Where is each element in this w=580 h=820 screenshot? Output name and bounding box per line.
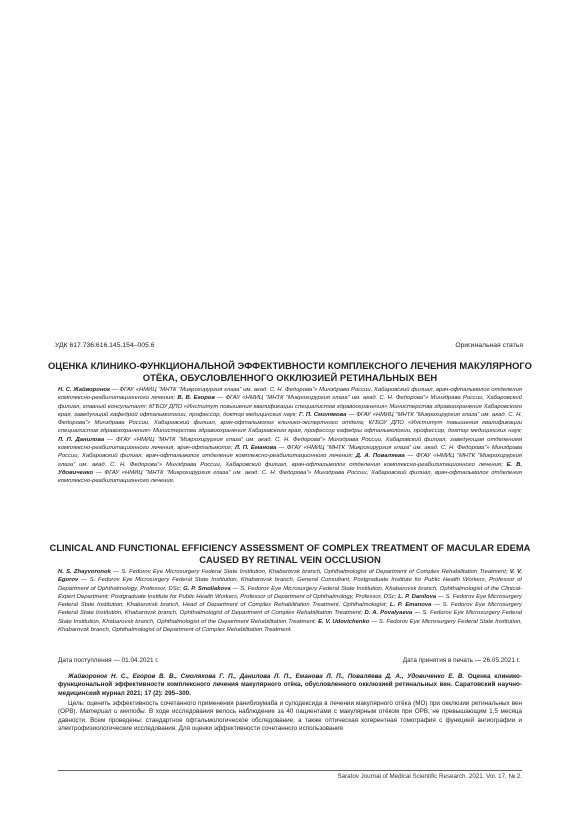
author-name: L. P. Danilova — [398, 593, 437, 600]
author-name: Л. П. Еманова — [234, 445, 277, 452]
author-affiliation: — S. Fedorov Eye Microsurgery Federal State Institution, Khabarovsk branch, General Consultant, Postgraduate Institute for Public Health Workers, Professor of Department of Ophthalmology, Professor, DSc; — [58, 577, 522, 592]
author-affiliation: — ФГАУ «НМИЦ “МНТК “Микрохирургия глаза” им. акад. С. Н. Федорова”» Минздрава России, Хабаровский филиал, врач-офтальмолог отделения комплексно-реабилитационного лечения; — [58, 387, 522, 402]
author-name: Л. П. Данилова — [58, 436, 105, 443]
article-type: Оригинальная статья — [455, 342, 523, 349]
authors-english — [58, 568, 522, 642]
received-date: Дата поступления — 01.04.2021 г. — [58, 657, 159, 664]
author-name: Е. В. Удовиченко — [58, 461, 522, 476]
abstract-aim-text: оценить эффективность сочетанного применения ранибизумаба и сулодексида в лечении макулярного отёка (МО) при окклюзии ретинальных вен (ОРВ). — [58, 700, 522, 716]
footer-divider — [58, 770, 522, 771]
author-name: L. P. Emanova — [389, 602, 432, 609]
citation-authors: Жайворонок Н. С., Егоров В. В., Смолякова Г. П., Данилова Л. П., Еманова Л. П., Поваляева Д. А., Удовиченко Е. В. — [68, 673, 465, 680]
dates-row — [58, 657, 520, 664]
author-affiliation: — ФГАУ «НМИЦ “МНТК “Микрохирургия глаза” им. акад. С. Н. Федорова”» Минздрава России, Хабаровский филиал, врач-офтальмолог отделения комплексно-реабилитационного лечения; — [58, 445, 522, 460]
author-name: V. V. Egorov — [58, 569, 522, 584]
citation-text: Оценка клинико-функциональной эффективности комплексного лечения макулярного отёка, обусловленного окклюзией ретинальных вен. Саратовский научно-медицинский журнал 2021; 17 (2): 295–300. — [58, 673, 522, 697]
author-affiliation: — ФГАУ «НМИЦ “МНТК “Микрохирургия глаза” им. акад. С. Н. Федорова”» Минздрава России, Хабаровский филиал, врач-офтальмолог отделения комплексно-реабилитационного лечения. — [58, 469, 522, 485]
title-russian: ОЦЕНКА КЛИНИКО-ФУНКЦИОНАЛЬНОЙ ЭФФЕКТИВНОСТИ КОМПЛЕКСНОГО ЛЕЧЕНИЯ МАКУЛЯРНОГО ОТЁКА, ОБУСЛОВЛЕННОГО ОККЛЮЗИЕЙ РЕТИНАЛЬНЫХ ВЕН — [47, 360, 533, 383]
author-name: Н. С. Жайворонок — [58, 387, 110, 393]
citation — [58, 673, 522, 698]
author-name: D. A. Povalyaeva — [364, 610, 413, 617]
author-affiliation: — ФГАУ «НМИЦ “МНТК “Микрохирургия глаза” им. акад. С. Н. Федорова”» Минздрава России, Хабаровский филиал, врач-офтальмолог отделения комплексно-реабилитационного лечения; — [58, 453, 522, 468]
author-name: G. P. Smoliakova — [183, 585, 231, 592]
authors-russian — [58, 386, 522, 539]
author-affiliation: — ФГАУ «НМИЦ “МНТК “Микрохирургия глаза” им. акад. С. Н. Федорова”» Минздрава России, Хабаровский филиал, заведующая отделением комплексно-реабилитационного лечения, врач-офтальмолог; — [58, 436, 522, 452]
abstract-methods-text: В ходе исследования велось наблюдение за 40 пациентами с макулярным отёком при ОРВ, не превышающим 1,5 месяца давности. Всем проведены: стандартное офтальмологическое обследование, а также оптическая когерентная томография с функцией ангиографии и электрофизиологические исследования. Для оценки эффективности сочетанного использования — [58, 708, 522, 733]
author-affiliation: — S. Fedorov Eye Microsurgery Federal State Institution, Khabarovsk branch, Ophthalmologist of Department of Complex Rehabilitation Treatment. — [58, 618, 522, 634]
accepted-date: Дата принятия в печать — 26.05.2021 г. — [402, 657, 520, 664]
abstract-aim-label: Цель: — [68, 700, 85, 707]
author-affiliation: — ФГАУ «НМИЦ “МНТК “Микрохирургия глаза” им. акад. С. Н. Федорова”» Минздрава России, Хабаровский филиал, главный консультант; КГБОУ ДПО «Институт повышения квалификации специалистов здравоохранения» Министерства здравоохранения Хабаровского края, заведующий кафедрой офтальмологии, профессор, доктор медицинских наук; — [58, 395, 522, 418]
header-row — [55, 342, 523, 354]
author-affiliation: — ФГАУ «НМИЦ “МНТК “Микрохирургия глаза” им. акад. С. Н. Федорова”» Минздрава России, Хабаровский филиал, врач-офтальмолог клинико-экспертного отдела; КГБОУ ДПО «Институт повышения квалификации специалистов здравоохранения» Министерства здравоохранения Хабаровского края, профессор кафедры офтальмологии, профессор, доктор медицинских наук; — [58, 411, 522, 435]
udc-code: УДК 617.736:616.145.154–005.6 — [55, 342, 155, 349]
author-name: E. V. Udovichenko — [318, 618, 370, 625]
journal-footer: Saratov Journal of Medical Scientific Research. 2021. Vol. 17, № 2. — [337, 773, 522, 780]
abstract-methods-label: Материал и методы. — [79, 708, 147, 716]
abstract — [58, 700, 522, 766]
author-affiliation: — S. Fedorov Eye Microsurgery Federal State Institution, Khabarovsk branch, Ophthalmologist of Department of Complex Rehabilitation Treatment; — [58, 602, 522, 617]
author-name: Г. П. Смолякова — [299, 411, 347, 418]
author-affiliation: — S. Fedorov Eye Microsurgery Federal State Institution, Khabarovsk branch, Ophthalmologist of the Clinical-Expert Department; Postgraduate Institute for Public Health Workers, Professor of Department of Ophthalmology, Professor, DSc; — [58, 585, 522, 600]
author-name: В. В. Егоров — [177, 395, 215, 402]
author-affiliation: — S. Fedorov Eye Microsurgery Federal State Institution, Khabarovsk branch, Ophthalmologist of Department of Complex Rehabilitation Treatment; — [110, 569, 510, 575]
author-affiliation: — S. Fedorov Eye Microsurgery Federal State Institution, Khabarovsk branch, Head of Department of Complex Rehabilitation Treatment, Ophthalmologist; — [58, 593, 522, 609]
author-affiliation: — S. Fedorov Eye Microsurgery Federal State Institution, Khabarovsk branch, Ophthalmologist of the Department Rehabilitation Treatment; — [58, 610, 522, 625]
author-name: Д. А. Поваляева — [355, 453, 405, 460]
author-name: N. S. Zhayvoronok — [58, 569, 111, 575]
title-english: CLINICAL AND FUNCTIONAL EFFICIENCY ASSESSMENT OF COMPLEX TREATMENT OF MACULAR EDEMA CAUSED BY RETINAL VEIN OCCLUSION — [49, 542, 531, 565]
